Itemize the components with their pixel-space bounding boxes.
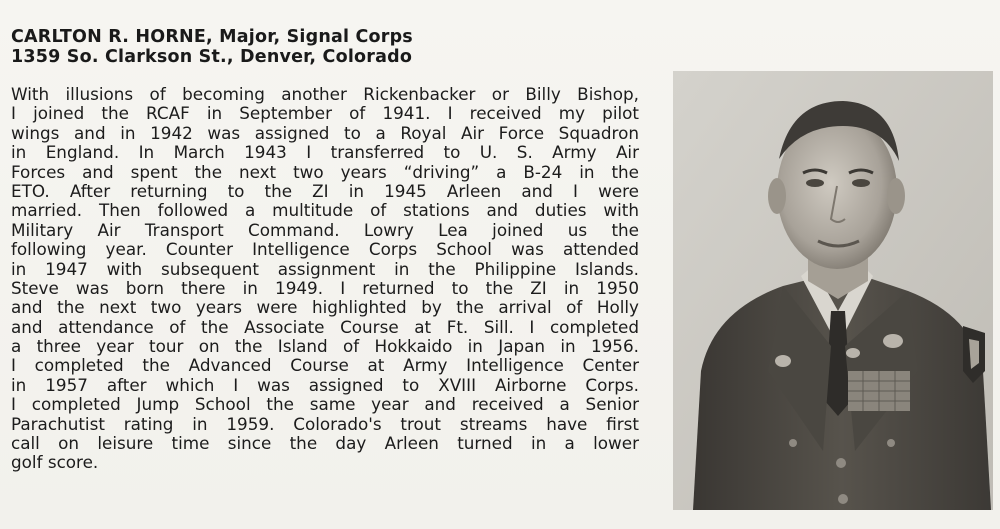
bio-line: With illusions of becoming another Rickenbacker or Billy Bishop, [11,84,639,104]
bio-line: and attendance of the Associate Course at Ft. Sill. I completed [11,316,639,337]
bio-line: in 1947 with subsequent assignment in the Philippine Islands. [11,258,639,279]
bio-line: Military Air Transport Command. Lowry Lea joined us the [11,219,639,240]
bio-line: I joined the RCAF in September of 1941. I received my pilot [11,103,639,124]
bio-line: in England. In March 1943 I transferred to U. S. Army Air [11,142,639,163]
entry-header [11,27,571,67]
bio-line: a three year tour on the Island of Hokkaido in Japan in 1956. [11,336,639,357]
biography-text [11,85,639,473]
bio-line: Parachutist rating in 1959. Colorado's trout streams have first [11,413,639,434]
bio-line: wings and in 1942 was assigned to a Royal Air Force Squadron [11,122,639,143]
bio-line: Forces and spent the next two years “driving” a B-24 in the [11,161,639,182]
bio-line: I completed the Advanced Course at Army Intelligence Center [11,355,639,376]
bio-line: married. Then followed a multitude of stations and duties with [11,200,639,221]
bio-line: and the next two years were highlighted by the arrival of Holly [11,297,639,318]
bio-line: golf score. [11,452,99,473]
bio-line: following year. Counter Intelligence Corps School was attended [11,239,639,260]
bio-line: I completed Jump School the same year and received a Senior [11,394,639,415]
bio-line: ETO. After returning to the ZI in 1945 Arleen and I were [11,180,639,201]
portrait-photo [673,71,993,510]
name-rank-line: CARLTON R. HORNE, Major, Signal Corps [11,27,413,47]
bio-line: Steve was born there in 1949. I returned to the ZI in 1950 [11,277,639,298]
bio-line: in 1957 after which I was assigned to XVIII Airborne Corps. [11,374,639,395]
bio-line: call on leisure time since the day Arleen turned in a lower [11,433,639,454]
address-line: 1359 So. Clarkson St., Denver, Colorado [11,47,413,67]
